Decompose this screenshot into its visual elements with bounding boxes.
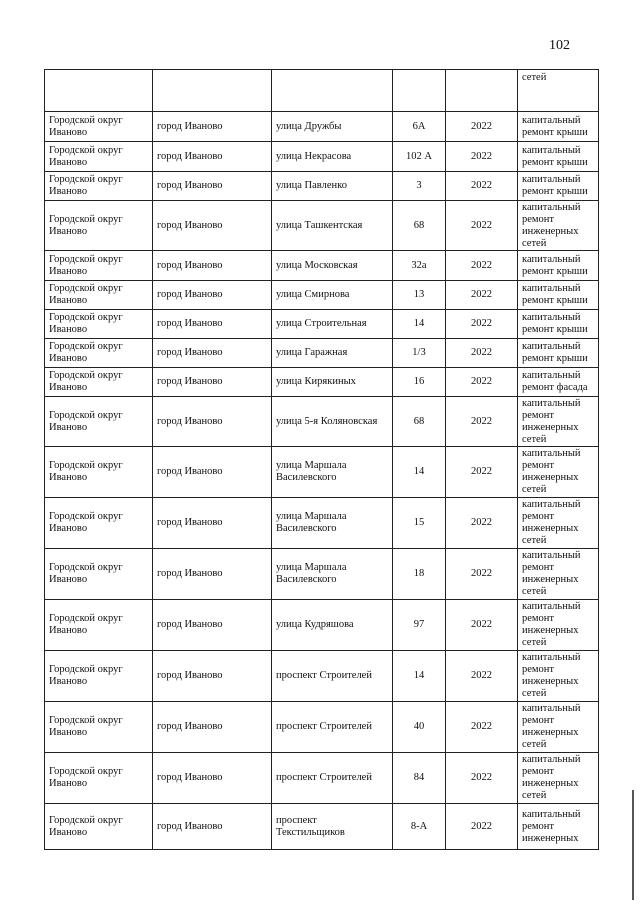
- house-cell: 14: [393, 447, 446, 498]
- table-row: [45, 498, 599, 549]
- year-cell: [446, 70, 518, 112]
- house-cell: 32а: [393, 251, 446, 281]
- table-row: [45, 112, 599, 142]
- work-cell: капитальный ремонт инженерных сетей: [518, 651, 599, 702]
- street-cell: проспект Строителей: [272, 651, 393, 702]
- house-cell: 13: [393, 281, 446, 310]
- year-cell: 2022: [446, 281, 518, 310]
- table-row: [45, 310, 599, 339]
- work-cell: капитальный ремонт инженерных: [518, 804, 599, 850]
- house-cell: 14: [393, 651, 446, 702]
- city-cell: город Иваново: [153, 702, 272, 753]
- work-cell: капитальный ремонт инженерных сетей: [518, 753, 599, 804]
- city-cell: город Иваново: [153, 804, 272, 850]
- year-cell: 2022: [446, 368, 518, 397]
- work-cell: капитальный ремонт инженерных сетей: [518, 498, 599, 549]
- year-cell: 2022: [446, 310, 518, 339]
- work-cell: капитальный ремонт инженерных сетей: [518, 397, 599, 447]
- house-cell: 3: [393, 172, 446, 201]
- district-cell: Городской округ Иваново: [45, 142, 153, 172]
- work-cell: капитальный ремонт крыши: [518, 251, 599, 281]
- table-row: [45, 447, 599, 498]
- street-cell: улица Московская: [272, 251, 393, 281]
- city-cell: город Иваново: [153, 339, 272, 368]
- city-cell: город Иваново: [153, 600, 272, 651]
- district-cell: Городской округ Иваново: [45, 651, 153, 702]
- house-cell: 14: [393, 310, 446, 339]
- table-row: [45, 702, 599, 753]
- city-cell: город Иваново: [153, 201, 272, 251]
- table-row: [45, 281, 599, 310]
- house-cell: 15: [393, 498, 446, 549]
- house-cell: 68: [393, 397, 446, 447]
- year-cell: 2022: [446, 172, 518, 201]
- table-row: [45, 368, 599, 397]
- year-cell: 2022: [446, 112, 518, 142]
- city-cell: город Иваново: [153, 142, 272, 172]
- street-cell: [272, 70, 393, 112]
- city-cell: город Иваново: [153, 447, 272, 498]
- work-cell: капитальный ремонт крыши: [518, 112, 599, 142]
- district-cell: Городской округ Иваново: [45, 753, 153, 804]
- house-cell: 84: [393, 753, 446, 804]
- records-table: [44, 69, 599, 850]
- house-cell: 6А: [393, 112, 446, 142]
- city-cell: город Иваново: [153, 310, 272, 339]
- work-cell: капитальный ремонт крыши: [518, 310, 599, 339]
- table-row: [45, 339, 599, 368]
- street-cell: улица Дружбы: [272, 112, 393, 142]
- work-cell: капитальный ремонт инженерных сетей: [518, 702, 599, 753]
- street-cell: улица Маршала Василевского: [272, 549, 393, 600]
- street-cell: проспект Строителей: [272, 702, 393, 753]
- district-cell: Городской округ Иваново: [45, 447, 153, 498]
- year-cell: 2022: [446, 142, 518, 172]
- district-cell: Городской округ Иваново: [45, 368, 153, 397]
- district-cell: Городской округ Иваново: [45, 549, 153, 600]
- district-cell: Городской округ Иваново: [45, 397, 153, 447]
- year-cell: 2022: [446, 549, 518, 600]
- street-cell: проспект Текстильщиков: [272, 804, 393, 850]
- street-cell: улица 5-я Коляновская: [272, 397, 393, 447]
- city-cell: город Иваново: [153, 368, 272, 397]
- year-cell: 2022: [446, 702, 518, 753]
- city-cell: [153, 70, 272, 112]
- house-cell: [393, 70, 446, 112]
- house-cell: 1/3: [393, 339, 446, 368]
- street-cell: улица Кудряшова: [272, 600, 393, 651]
- continued-row: [45, 70, 599, 112]
- city-cell: город Иваново: [153, 651, 272, 702]
- work-cell: капитальный ремонт инженерных сетей: [518, 600, 599, 651]
- house-cell: 68: [393, 201, 446, 251]
- margin-mark: [632, 790, 634, 900]
- street-cell: улица Смирнова: [272, 281, 393, 310]
- district-cell: Городской округ Иваново: [45, 339, 153, 368]
- table-row: [45, 172, 599, 201]
- district-cell: Городской округ Иваново: [45, 498, 153, 549]
- street-cell: улица Строительная: [272, 310, 393, 339]
- work-cell: капитальный ремонт крыши: [518, 172, 599, 201]
- house-cell: 8-А: [393, 804, 446, 850]
- year-cell: 2022: [446, 201, 518, 251]
- street-cell: улица Некрасова: [272, 142, 393, 172]
- work-cell: капитальный ремонт инженерных сетей: [518, 447, 599, 498]
- table-row: [45, 549, 599, 600]
- work-cell: капитальный ремонт инженерных сетей: [518, 549, 599, 600]
- year-cell: 2022: [446, 498, 518, 549]
- table-row: [45, 201, 599, 251]
- table-row: [45, 600, 599, 651]
- district-cell: Городской округ Иваново: [45, 310, 153, 339]
- district-cell: Городской округ Иваново: [45, 172, 153, 201]
- city-cell: город Иваново: [153, 281, 272, 310]
- district-cell: Городской округ Иваново: [45, 201, 153, 251]
- city-cell: город Иваново: [153, 753, 272, 804]
- year-cell: 2022: [446, 600, 518, 651]
- district-cell: Городской округ Иваново: [45, 702, 153, 753]
- work-cell: сетей: [518, 70, 599, 112]
- table-row: [45, 251, 599, 281]
- table-row: [45, 651, 599, 702]
- table-row: [45, 753, 599, 804]
- table-row: [45, 142, 599, 172]
- year-cell: 2022: [446, 447, 518, 498]
- year-cell: 2022: [446, 804, 518, 850]
- city-cell: город Иваново: [153, 251, 272, 281]
- page-number: 102: [549, 38, 570, 53]
- district-cell: [45, 70, 153, 112]
- house-cell: 102 А: [393, 142, 446, 172]
- year-cell: 2022: [446, 251, 518, 281]
- year-cell: 2022: [446, 339, 518, 368]
- district-cell: Городской округ Иваново: [45, 281, 153, 310]
- table-body: [45, 70, 599, 850]
- city-cell: город Иваново: [153, 112, 272, 142]
- street-cell: улица Ташкентская: [272, 201, 393, 251]
- year-cell: 2022: [446, 753, 518, 804]
- street-cell: улица Гаражная: [272, 339, 393, 368]
- district-cell: Городской округ Иваново: [45, 112, 153, 142]
- year-cell: 2022: [446, 397, 518, 447]
- city-cell: город Иваново: [153, 549, 272, 600]
- work-cell: капитальный ремонт крыши: [518, 142, 599, 172]
- street-cell: улица Кирякиных: [272, 368, 393, 397]
- house-cell: 40: [393, 702, 446, 753]
- city-cell: город Иваново: [153, 397, 272, 447]
- street-cell: улица Маршала Василевского: [272, 498, 393, 549]
- table-row: [45, 804, 599, 850]
- district-cell: Городской округ Иваново: [45, 251, 153, 281]
- work-cell: капитальный ремонт крыши: [518, 339, 599, 368]
- district-cell: Городской округ Иваново: [45, 804, 153, 850]
- city-cell: город Иваново: [153, 498, 272, 549]
- house-cell: 97: [393, 600, 446, 651]
- work-cell: капитальный ремонт крыши: [518, 281, 599, 310]
- street-cell: проспект Строителей: [272, 753, 393, 804]
- house-cell: 18: [393, 549, 446, 600]
- year-cell: 2022: [446, 651, 518, 702]
- table-row: [45, 397, 599, 447]
- work-cell: капитальный ремонт инженерных сетей: [518, 201, 599, 251]
- street-cell: улица Маршала Василевского: [272, 447, 393, 498]
- district-cell: Городской округ Иваново: [45, 600, 153, 651]
- house-cell: 16: [393, 368, 446, 397]
- street-cell: улица Павленко: [272, 172, 393, 201]
- work-cell: капитальный ремонт фасада: [518, 368, 599, 397]
- city-cell: город Иваново: [153, 172, 272, 201]
